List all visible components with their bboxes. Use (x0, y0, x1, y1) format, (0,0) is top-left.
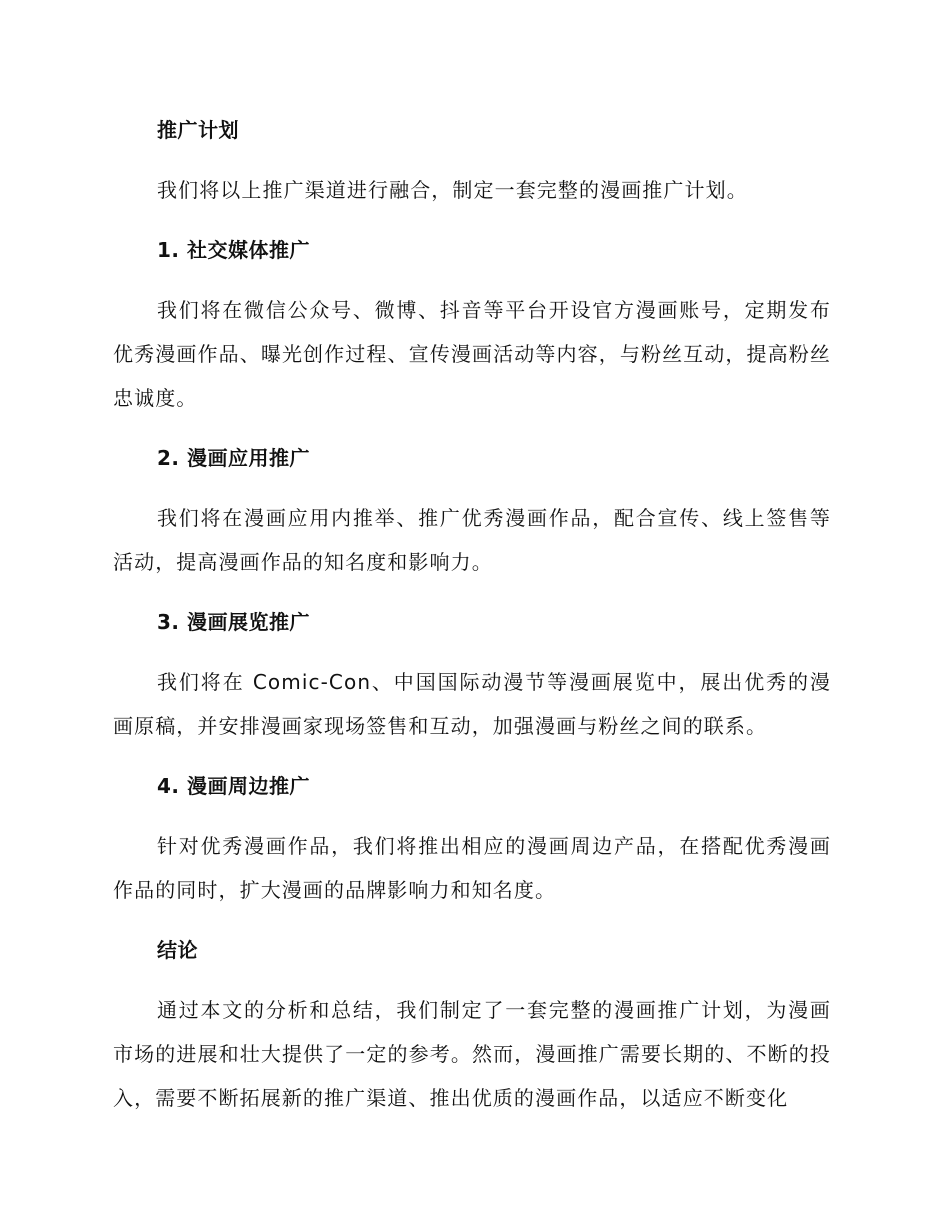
paragraph-comic-app: 我们将在漫画应用内推举、推广优秀漫画作品，配合宣传、线上签售等活动，提高漫画作品的知名度和影响力。 (113, 506, 831, 574)
section-heading-social-media: 1. 社交媒体推广 (157, 238, 310, 262)
section-heading-promotion-plan: 推广计划 (157, 118, 239, 142)
section-heading-comic-exhibition: 3. 漫画展览推广 (157, 610, 310, 634)
section-heading-merchandise: 4. 漫画周边推广 (157, 774, 310, 798)
paragraph-merchandise: 针对优秀漫画作品，我们将推出相应的漫画周边产品，在搭配优秀漫画作品的同时，扩大漫画的品牌影响力和知名度。 (113, 834, 831, 902)
paragraph-comic-exhibition: 我们将在 Comic-Con、中国国际动漫节等漫画展览中，展出优秀的漫画原稿，并安排漫画家现场签售和互动，加强漫画与粉丝之间的联系。 (113, 670, 831, 738)
document-body (113, 108, 831, 1136)
section-heading-conclusion: 结论 (157, 938, 198, 962)
paragraph-conclusion: 通过本文的分析和总结，我们制定了一套完整的漫画推广计划，为漫画市场的进展和壮大提供了一定的参考。然而，漫画推广需要长期的、不断的投入，需要不断拓展新的推广渠道、推出优质的漫画作品，以适应不断变化 (113, 998, 831, 1110)
paragraph-social-media: 我们将在微信公众号、微博、抖音等平台开设官方漫画账号，定期发布优秀漫画作品、曝光创作过程、宣传漫画活动等内容，与粉丝互动，提高粉丝忠诚度。 (113, 298, 831, 410)
section-heading-comic-app: 2. 漫画应用推广 (157, 446, 310, 470)
paragraph-intro: 我们将以上推广渠道进行融合，制定一套完整的漫画推广计划。 (157, 178, 748, 202)
